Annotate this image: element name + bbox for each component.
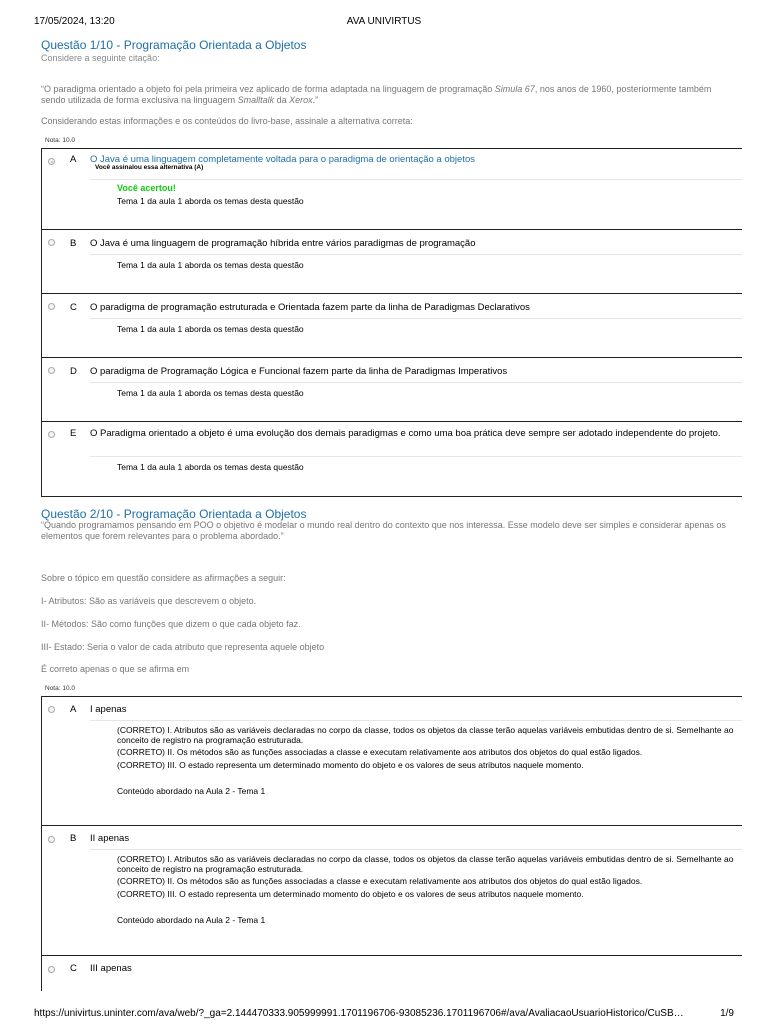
option-e[interactable]	[42, 421, 742, 496]
divider	[90, 849, 742, 850]
question-1-quote: “O paradigma orientado a objeto foi pela primeira vez aplicado de forma adaptada na linguagem de programação Simula 67, nos anos de 1960, posteriormente também sendo utilizada de forma exclusiva na linguagem Smalltalk da Xerox.”	[41, 84, 712, 105]
option-a[interactable]	[42, 149, 742, 229]
feedback-line-3: (CORRETO) III. O estado representa um determinado momento do objeto e os valores de seus atributos naquele momento.	[117, 889, 584, 899]
option-letter: A	[70, 154, 77, 165]
option-letter: B	[70, 833, 77, 844]
question-1-subtitle: Considere a seguinte citação:	[41, 53, 160, 63]
divider	[90, 720, 742, 721]
feedback-line-2: (CORRETO) II. Os métodos são as funções associadas a classe e executam relativamente aos atributos dos objetos do qual estão ligados.	[117, 747, 643, 757]
option-text: O paradigma de Programação Lógica e Funcional fazem parte da linha de Paradigmas Imperativos	[90, 366, 508, 377]
option-a-radio[interactable]	[48, 158, 55, 165]
divider	[90, 382, 742, 383]
divider	[90, 456, 742, 457]
option-text: O Paradigma orientado a objeto é uma evolução dos demais paradigmas e como uma boa prática deve sempre ser adotado independente do projeto.	[90, 428, 721, 439]
option-d[interactable]	[42, 357, 742, 421]
option-letter: C	[70, 302, 77, 313]
divider	[90, 179, 742, 180]
feedback-line-2: (CORRETO) II. Os métodos são as funções associadas a classe e executam relativamente aos atributos dos objetos do qual estão ligados.	[117, 876, 643, 886]
page-number: 1/9	[720, 1008, 734, 1019]
feedback-text: Tema 1 da aula 1 aborda os temas desta questão	[117, 196, 304, 206]
option-d-radio[interactable]	[48, 367, 55, 374]
option-b-radio[interactable]	[48, 239, 55, 246]
question-2-options	[41, 696, 742, 991]
option-c[interactable]	[42, 293, 742, 357]
option-c-radio[interactable]	[48, 303, 55, 310]
option-e-radio[interactable]	[48, 431, 55, 438]
question-2-title: Questão 2/10 - Programação Orientada a Objetos	[41, 507, 307, 521]
print-site-title: AVA UNIVIRTUS	[346, 16, 422, 27]
option-b-radio[interactable]	[48, 836, 55, 843]
feedback-line-1: (CORRETO) I. Atributos são as variáveis declaradas no corpo da classe, todos os objetos da classe terão aquelas variáveis embutidas dentro de si. Semelhante ao conceito de registro na programação estruturada.	[117, 854, 734, 874]
statement-2: II- Métodos: São como funções que dizem o que cada objeto faz.	[41, 619, 301, 629]
page-url: https://univirtus.uninter.com/ava/web/?_ga=2.144470333.905999991.1701196706-93085236.1701196706#/ava/AvaliacaoUsuarioHistorico/CuSB…	[34, 1008, 684, 1019]
option-c-radio[interactable]	[48, 966, 55, 973]
feedback-text: Tema 1 da aula 1 aborda os temas desta questão	[117, 462, 304, 472]
correct-badge: Você acertou!	[117, 183, 176, 193]
feedback-line-4: Conteúdo abordado na Aula 2 - Tema 1	[117, 786, 266, 796]
option-letter: E	[70, 428, 77, 439]
question-2-intro: Sobre o tópico em questão considere as afirmações a seguir:	[41, 573, 286, 583]
print-datetime: 17/05/2024, 13:20	[34, 16, 115, 27]
question-1-score: Nota: 10.0	[45, 137, 75, 144]
option-b[interactable]	[42, 825, 742, 955]
feedback-text: Tema 1 da aula 1 aborda os temas desta questão	[117, 324, 304, 334]
option-text: O paradigma de programação estruturada e Orientada fazem parte da linha de Paradigmas Declarativos	[90, 302, 530, 313]
divider	[90, 254, 742, 255]
feedback-line-1: (CORRETO) I. Atributos são as variáveis declaradas no corpo da classe, todos os objetos da classe terão aquelas variáveis embutidas dentro de si. Semelhante ao conceito de registro na programação estruturada.	[117, 725, 734, 745]
feedback	[117, 854, 736, 925]
question-1-instruction: Considerando estas informações e os conteúdos do livro-base, assinale a alternativa correta:	[41, 116, 413, 126]
option-letter: C	[70, 963, 77, 974]
option-text: O Java é uma linguagem de programação híbrida entre vários paradigmas de programação	[90, 238, 476, 249]
feedback	[117, 725, 736, 796]
divider	[90, 318, 742, 319]
option-text: III apenas	[90, 963, 132, 974]
question-2-quote: “Quando programamos pensando em POO o objetivo é modelar o mundo real dentro do contexto que nos interessa. Esse modelo deve ser simples e considerar apenas os elementos que forem relevantes para o problema abordado.”	[41, 520, 726, 541]
statement-3: III- Estado: Seria o valor de cada atributo que representa aquele objeto	[41, 642, 325, 652]
option-text: II apenas	[90, 833, 130, 844]
option-text: I apenas	[90, 704, 127, 715]
question-1-options	[41, 148, 742, 497]
feedback-line-3: (CORRETO) III. O estado representa um determinado momento do objeto e os valores de seus atributos naquele momento.	[117, 760, 584, 770]
statement-1: I- Atributos: São as variáveis que descrevem o objeto.	[41, 596, 257, 606]
option-b[interactable]	[42, 229, 742, 293]
option-letter: B	[70, 238, 77, 249]
feedback-text: Tema 1 da aula 1 aborda os temas desta questão	[117, 388, 304, 398]
option-a-radio[interactable]	[48, 706, 55, 713]
question-2-score: Nota: 10.0	[45, 685, 75, 692]
option-letter: D	[70, 366, 77, 377]
feedback-text: Tema 1 da aula 1 aborda os temas desta questão	[117, 260, 304, 270]
option-text: O Java é uma linguagem completamente voltada para o paradigma de orientação a objetos	[90, 154, 475, 165]
question-2-ask: É correto apenas o que se afirma em	[41, 664, 190, 674]
feedback-line-4: Conteúdo abordado na Aula 2 - Tema 1	[117, 915, 266, 925]
feedback	[117, 183, 736, 206]
option-letter: A	[70, 704, 77, 715]
option-a[interactable]	[42, 697, 742, 825]
marked-alternative-note: Você assinalou essa alternativa (A)	[95, 164, 204, 171]
option-c[interactable]	[42, 955, 742, 992]
question-1-title: Questão 1/10 - Programação Orientada a Objetos	[41, 38, 307, 52]
